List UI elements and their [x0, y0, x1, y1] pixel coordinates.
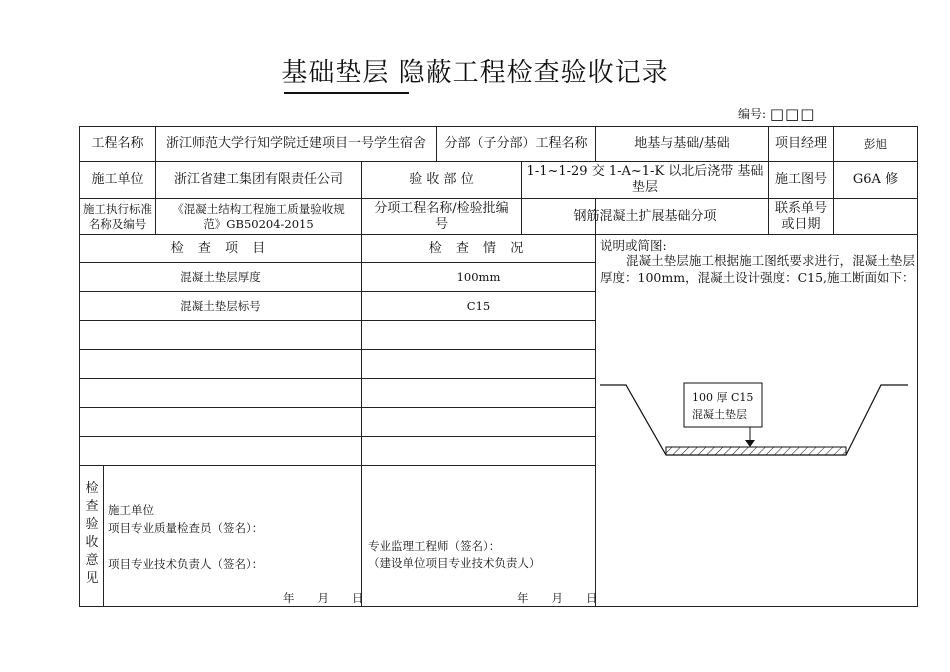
table-row-item: 混凝土垫层标号 — [180, 298, 261, 313]
table-row-item: 混凝土垫层厚度 — [180, 269, 261, 284]
diagram-label-thickness: 100 厚 C15 — [692, 391, 754, 404]
item-value: 钢筋混凝土扩展基础分项 — [573, 208, 717, 224]
project-name-value: 浙江师范大学行知学院迁建项目一号学生宿舍 — [165, 136, 426, 151]
opinion-date-right: 年 月 日 — [517, 591, 598, 605]
contact-value — [834, 199, 917, 234]
opinion-side-char: 收 — [85, 535, 99, 550]
check-item-header: 检 查 项 目 — [170, 240, 271, 256]
callout-arrow — [745, 440, 755, 447]
opinion-date-left: 年 月 日 — [283, 591, 364, 605]
opinion-side-char: 验 — [85, 517, 99, 532]
inspect-location-label: 验 收 部 位 — [409, 172, 474, 187]
manager-label: 项目经理 — [774, 136, 827, 151]
opinion-owner-lead: （建设单位项目专业技术负责人） — [368, 556, 541, 570]
check-result-header: 检 查 情 况 — [428, 240, 529, 256]
drawing-no-label: 施工图号 — [774, 172, 827, 187]
doc-number-label: 编号: — [738, 107, 767, 121]
foundation-cross-section-diagram — [596, 370, 918, 480]
drawing-no-value: G6A 修 — [852, 172, 899, 187]
opinion-side-char: 查 — [85, 499, 99, 514]
page-title: 基础垫层 隐蔽工程检查验收记录 — [281, 58, 669, 88]
contractor-value: 浙江省建工集团有限责任公司 — [173, 172, 343, 187]
standard-value: 《混凝土结构工程施工质量验收规范》GB50204-2015 — [172, 201, 345, 231]
opinion-supervisor: 专业监理工程师（签名）： — [368, 539, 501, 553]
contractor-label: 施工单位 — [91, 172, 144, 187]
notes-heading: 说明或简图: — [600, 238, 667, 253]
opinion-side-char: 检 — [85, 481, 99, 496]
manager-value: 彭旭 — [864, 136, 887, 151]
table-row-result: 100mm — [456, 269, 501, 284]
opinion-side-char: 意 — [85, 553, 99, 568]
notes-body: 混凝土垫层施工根据施工图纸要求进行，混凝土垫层厚度：100mm，混凝土设计强度：C15,施工断面如下： — [600, 253, 915, 285]
inspect-location-value: 1-1~1-29 交 1-A~1-K 以北后浇带 基础垫层 — [526, 164, 764, 195]
contact-label: 联系单号或日期 — [774, 200, 827, 232]
item-label: 分项工程名称/检验批编号 — [374, 200, 509, 232]
concrete-bed-layer — [666, 447, 846, 455]
subpart-label: 分部（子分部）工程名称 — [444, 136, 588, 151]
opinion-side-char: 见 — [85, 571, 99, 586]
opinion-tech-lead: 项目专业技术负责人（签名）： — [108, 557, 264, 571]
opinion-qc-inspector: 项目专业质量检查员（签名）： — [108, 521, 264, 535]
opinion-side-label — [80, 480, 104, 588]
doc-number-boxes: □□□ — [769, 105, 816, 123]
subpart-value: 地基与基础/基础 — [634, 136, 730, 151]
opinion-contractor: 施工单位 — [108, 503, 154, 517]
project-name-label: 工程名称 — [91, 136, 144, 151]
diagram-label-material: 混凝土垫层 — [692, 408, 747, 421]
table-row-result: C15 — [466, 298, 491, 313]
standard-label: 施工执行标准名称及编号 — [83, 201, 152, 231]
